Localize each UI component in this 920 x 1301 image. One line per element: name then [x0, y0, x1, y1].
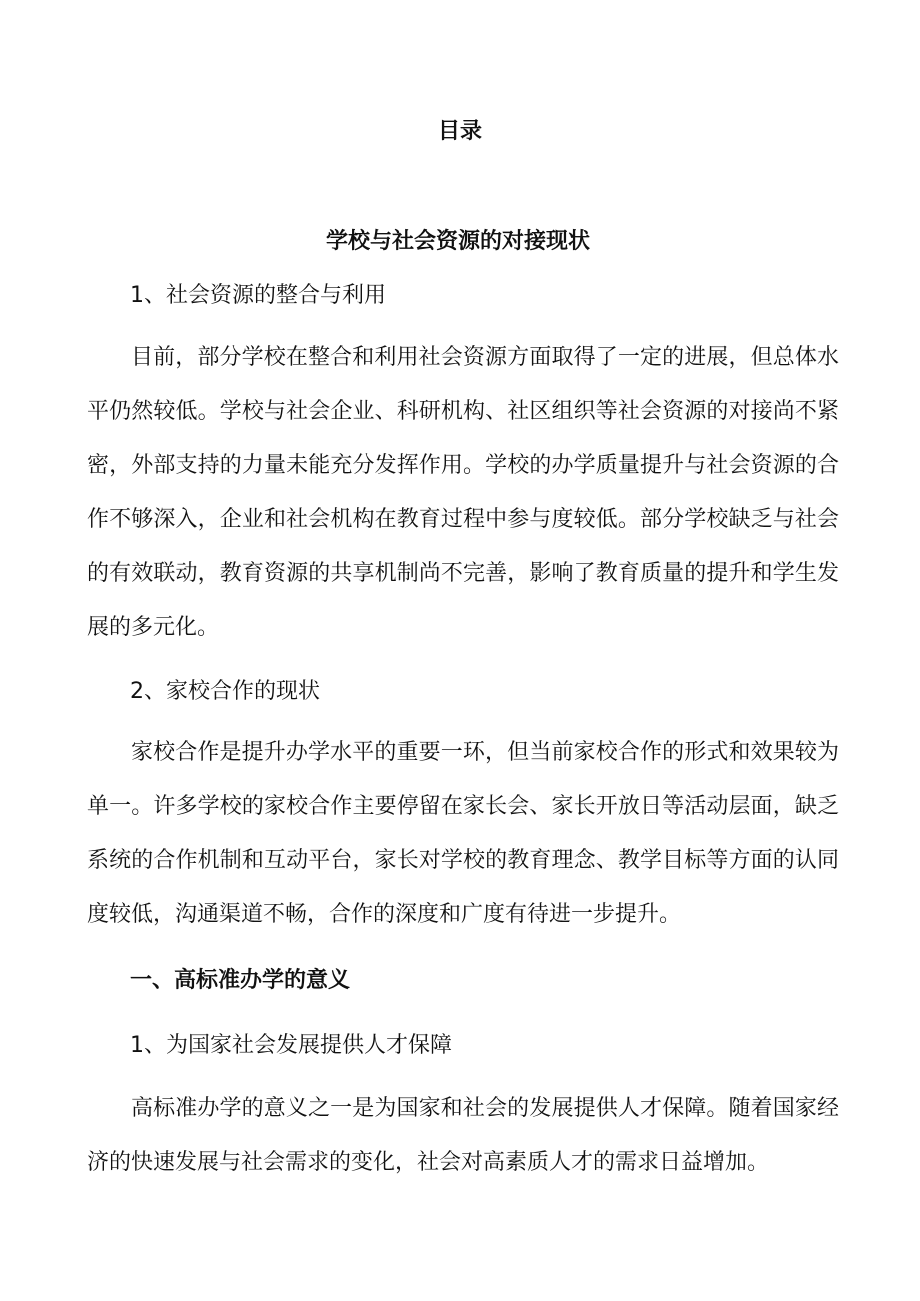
heading-home-school: 2、家校合作的现状: [130, 679, 320, 704]
toc-title: 目录: [437, 119, 482, 144]
paragraph-home-school: 家校合作是提升办学水平的重要一环，但当前家校合作的形式和效果较为单一。许多学校的家校合作主要停留在家长会、家长开放日等活动层面，缺乏系统的合作机制和互动平台，家长对学校的教育理念、教学目标等方面的认同度较低，沟通渠道不畅，合作的深度和广度有待进一步提升。: [87, 740, 839, 927]
heading-talent-guarantee: 1、为国家社会发展提供人才保障: [130, 1033, 452, 1058]
heading-significance: 一、高标准办学的意义: [130, 968, 351, 993]
section-title: 学校与社会资源的对接现状: [325, 229, 590, 254]
paragraph-talent-guarantee: 高标准办学的意义之一是为国家和社会的发展提供人才保障。随着国家经济的快速发展与社会需求的变化，社会对高素质人才的需求日益增加。: [87, 1096, 839, 1175]
paragraph-social-resources: 目前，部分学校在整合和利用社会资源方面取得了一定的进展，但总体水平仍然较低。学校与社会企业、科研机构、社区组织等社会资源的对接尚不紧密，外部支持的力量未能充分发挥作用。学校的办学质量提升与社会资源的合作不够深入，企业和社会机构在教育过程中参与度较低。部分学校缺乏与社会的有效联动，教育资源的共享机制尚不完善，影响了教育质量的提升和学生发展的多元化。: [87, 345, 839, 640]
heading-social-resources: 1、社会资源的整合与利用: [130, 283, 386, 308]
